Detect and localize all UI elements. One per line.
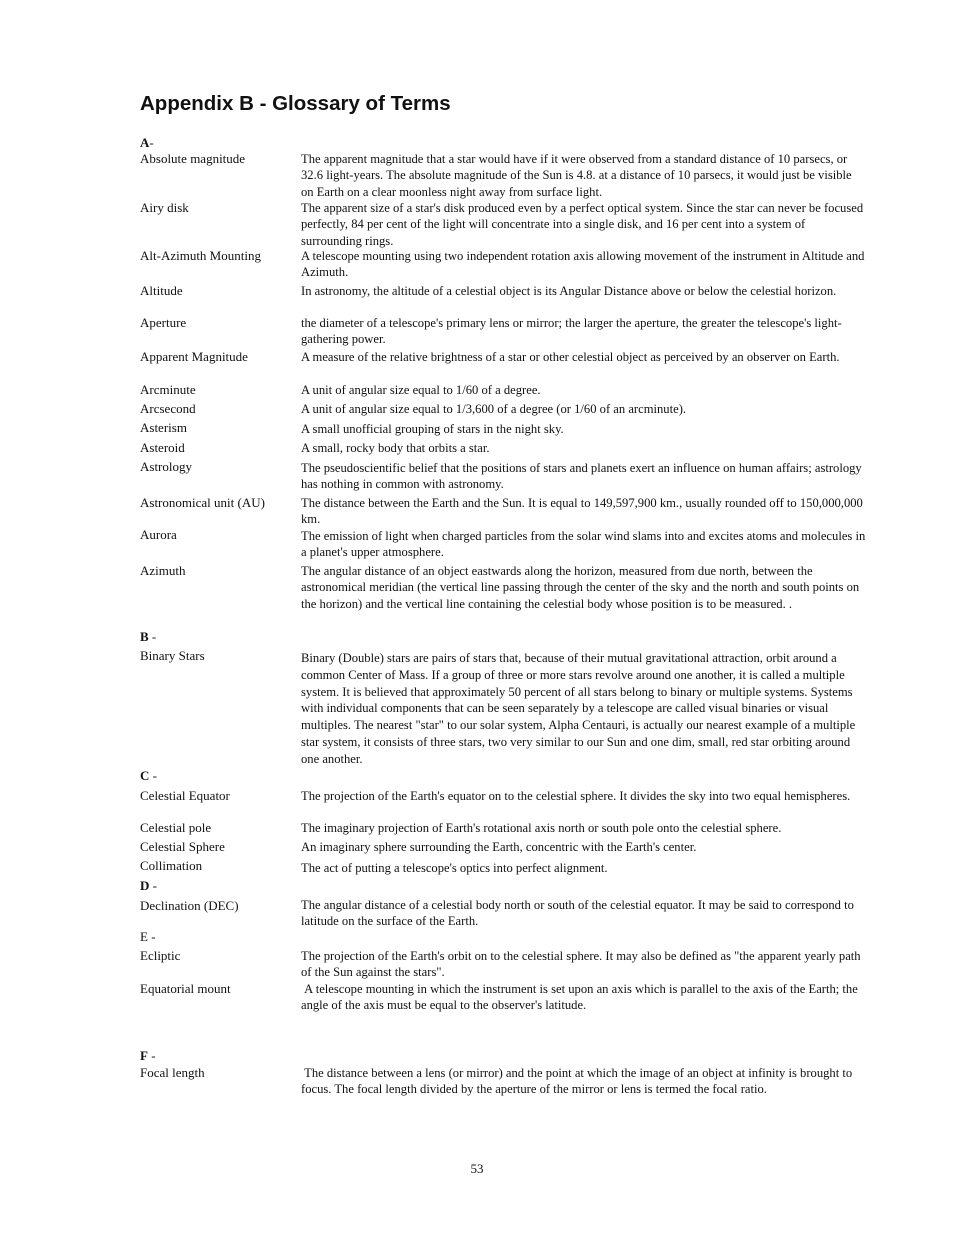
glossary-term-declination: Declination (DEC): [140, 898, 239, 913]
section-heading-e: [140, 929, 156, 945]
glossary-definition-astronomical-unit: The distance between the Earth and the Sun. It is equal to 149,597,900 km., usually rounded off to 150,000,000 km.: [301, 496, 863, 527]
glossary-definition-azimuth: The angular distance of an object eastwards along the horizon, measured from due north, between the astronomical meridian (the vertical line passing through the center of the sky and the north and south points on the horizon) and the vertical line containing the celestial body whose position is to be measured. .: [301, 564, 860, 611]
glossary-term-astronomical-unit: Astronomical unit (AU): [140, 495, 265, 510]
section-suffix: -: [149, 135, 154, 150]
glossary-term-celestial-sphere: Celestial Sphere: [140, 839, 225, 854]
section-letter: E -: [140, 929, 156, 944]
glossary-definition-aurora: The emission of light when charged particles from the solar wind slams into and excites atoms and molecules in a planet's upper atmosphere.: [301, 529, 866, 560]
glossary-term-absolute-magnitude: Absolute magnitude: [140, 151, 246, 166]
section-heading-c: [140, 768, 157, 784]
glossary-definition-focal-length: The distance between a lens (or mirror) and the point at which the image of an object at infinity is brought to focus. The focal length divided by the aperture of the mirror or lens is termed the focal ratio.: [301, 1066, 856, 1097]
glossary-term-aperture: Aperture: [140, 315, 187, 330]
glossary-term-equatorial-mount: Equatorial mount: [140, 981, 231, 996]
section-heading-a: [140, 135, 154, 151]
glossary-term-celestial-equator: Celestial Equator: [140, 788, 230, 803]
section-suffix: -: [149, 878, 157, 893]
glossary-definition-equatorial-mount: A telescope mounting in which the instrument is set upon an axis which is parallel to the axis of the Earth; the angle of the axis must be equal to the observer's latitude.: [301, 982, 861, 1013]
glossary-term-focal-length: Focal length: [140, 1065, 205, 1080]
section-letter: D: [140, 878, 150, 893]
section-suffix: -: [147, 1048, 156, 1063]
glossary-definition-arcsecond: A unit of angular size equal to 1/3,600 of a degree (or 1/60 of an arcminute).: [301, 402, 687, 416]
glossary-definition-astrology: The pseudoscientific belief that the positions of stars and planets exert an influence on human affairs; astrology has nothing in common with astronomy.: [301, 461, 862, 492]
glossary-definition-asteroid: A small, rocky body that orbits a star.: [301, 441, 490, 455]
section-letter: F: [140, 1048, 148, 1063]
glossary-term-asterism: Asterism: [140, 420, 187, 435]
glossary-term-arcsecond: Arcsecond: [140, 401, 196, 416]
glossary-definition-ecliptic: The projection of the Earth's orbit on to the celestial sphere. It may also be defined as "the apparent yearly path of the Sun against the stars".: [301, 949, 861, 980]
glossary-definition-collimation: The act of putting a telescope's optics into perfect alignment.: [301, 861, 608, 875]
page-number: 53: [470, 1161, 484, 1176]
glossary-term-ecliptic: Ecliptic: [140, 948, 181, 963]
glossary-term-aurora: Aurora: [140, 527, 177, 542]
glossary-definition-apparent-magnitude: A measure of the relative brightness of a star or other celestial object as perceived by an observer on Earth.: [301, 350, 840, 364]
glossary-term-airy-disk: Airy disk: [140, 200, 189, 215]
glossary-term-azimuth: Azimuth: [140, 563, 186, 578]
glossary-term-collimation: Collimation: [140, 858, 203, 873]
section-suffix: -: [149, 768, 157, 783]
glossary-term-arcminute: Arcminute: [140, 382, 196, 397]
section-heading-d: [140, 878, 157, 894]
glossary-definition-aperture: the diameter of a telescope's primary lens or mirror; the larger the aperture, the greater the telescope's light-gathering power.: [301, 316, 842, 347]
glossary-term-apparent-magnitude: Apparent Magnitude: [140, 349, 248, 364]
glossary-definition-airy-disk: The apparent size of a star's disk produced even by a perfect optical system. Since the star can never be focused perfectly, 84 per cent of the light will concentrate into a single disk, and 16 per cent into a system of surrounding rings.: [301, 201, 864, 248]
glossary-term-altitude: Altitude: [140, 283, 183, 298]
section-heading-f: [140, 1048, 156, 1064]
glossary-term-astrology: Astrology: [140, 459, 192, 474]
glossary-definition-celestial-equator: The projection of the Earth's equator on to the celestial sphere. It divides the sky into two equal hemispheres.: [301, 789, 851, 803]
glossary-term-celestial-pole: Celestial pole: [140, 820, 212, 835]
glossary-definition-arcminute: A unit of angular size equal to 1/60 of a degree.: [301, 383, 541, 397]
section-letter: C: [140, 768, 150, 783]
section-suffix: -: [148, 629, 157, 644]
page-title: Appendix B - Glossary of Terms: [140, 92, 451, 115]
glossary-definition-binary-stars: Binary (Double) stars are pairs of stars that, because of their mutual gravitational attraction, orbit around a common Center of Mass. If a group of three or more stars revolve around one another, it is called a multiple system. It is believed that approximately 50 percent of all stars belong to binary or multiple systems. Systems with individual components that can be seen separately by a telescope are called visual binaries or visual multiples. The nearest "star" to our solar system, Alpha Centauri, is actually our nearest example of a multiple star system, it consists of three stars, two very similar to our Sun and one dim, small, red star orbiting around one another.: [301, 651, 856, 766]
glossary-definition-asterism: A small unofficial grouping of stars in the night sky.: [301, 422, 564, 436]
section-letter: A: [140, 135, 150, 150]
glossary-definition-celestial-pole: The imaginary projection of Earth's rotational axis north or south pole onto the celestial sphere.: [301, 821, 782, 835]
glossary-term-asteroid: Asteroid: [140, 440, 185, 455]
section-heading-b: [140, 629, 156, 645]
glossary-term-binary-stars: Binary Stars: [140, 648, 205, 663]
glossary-term-alt-azimuth: Alt-Azimuth Mounting: [140, 248, 261, 263]
glossary-definition-celestial-sphere: An imaginary sphere surrounding the Earth, concentric with the Earth's center.: [301, 840, 697, 854]
glossary-definition-absolute-magnitude: The apparent magnitude that a star would have if it were observed from a standard distance of 10 parsecs, or 32.6 light-years. The absolute magnitude of the Sun is 4.8. at a distance of 10 parsecs, it would just be visible on Earth on a clear moonless night away from surface light.: [301, 152, 852, 199]
glossary-definition-declination: The angular distance of a celestial body north or south of the celestial equator. It may be said to correspond to latitude on the surface of the Earth.: [301, 898, 854, 929]
glossary-definition-altitude: In astronomy, the altitude of a celestial object is its Angular Distance above or below the celestial horizon.: [301, 284, 837, 298]
section-letter: B: [140, 629, 149, 644]
glossary-definition-alt-azimuth: A telescope mounting using two independent rotation axis allowing movement of the instrument in Altitude and Azimuth.: [301, 249, 865, 280]
